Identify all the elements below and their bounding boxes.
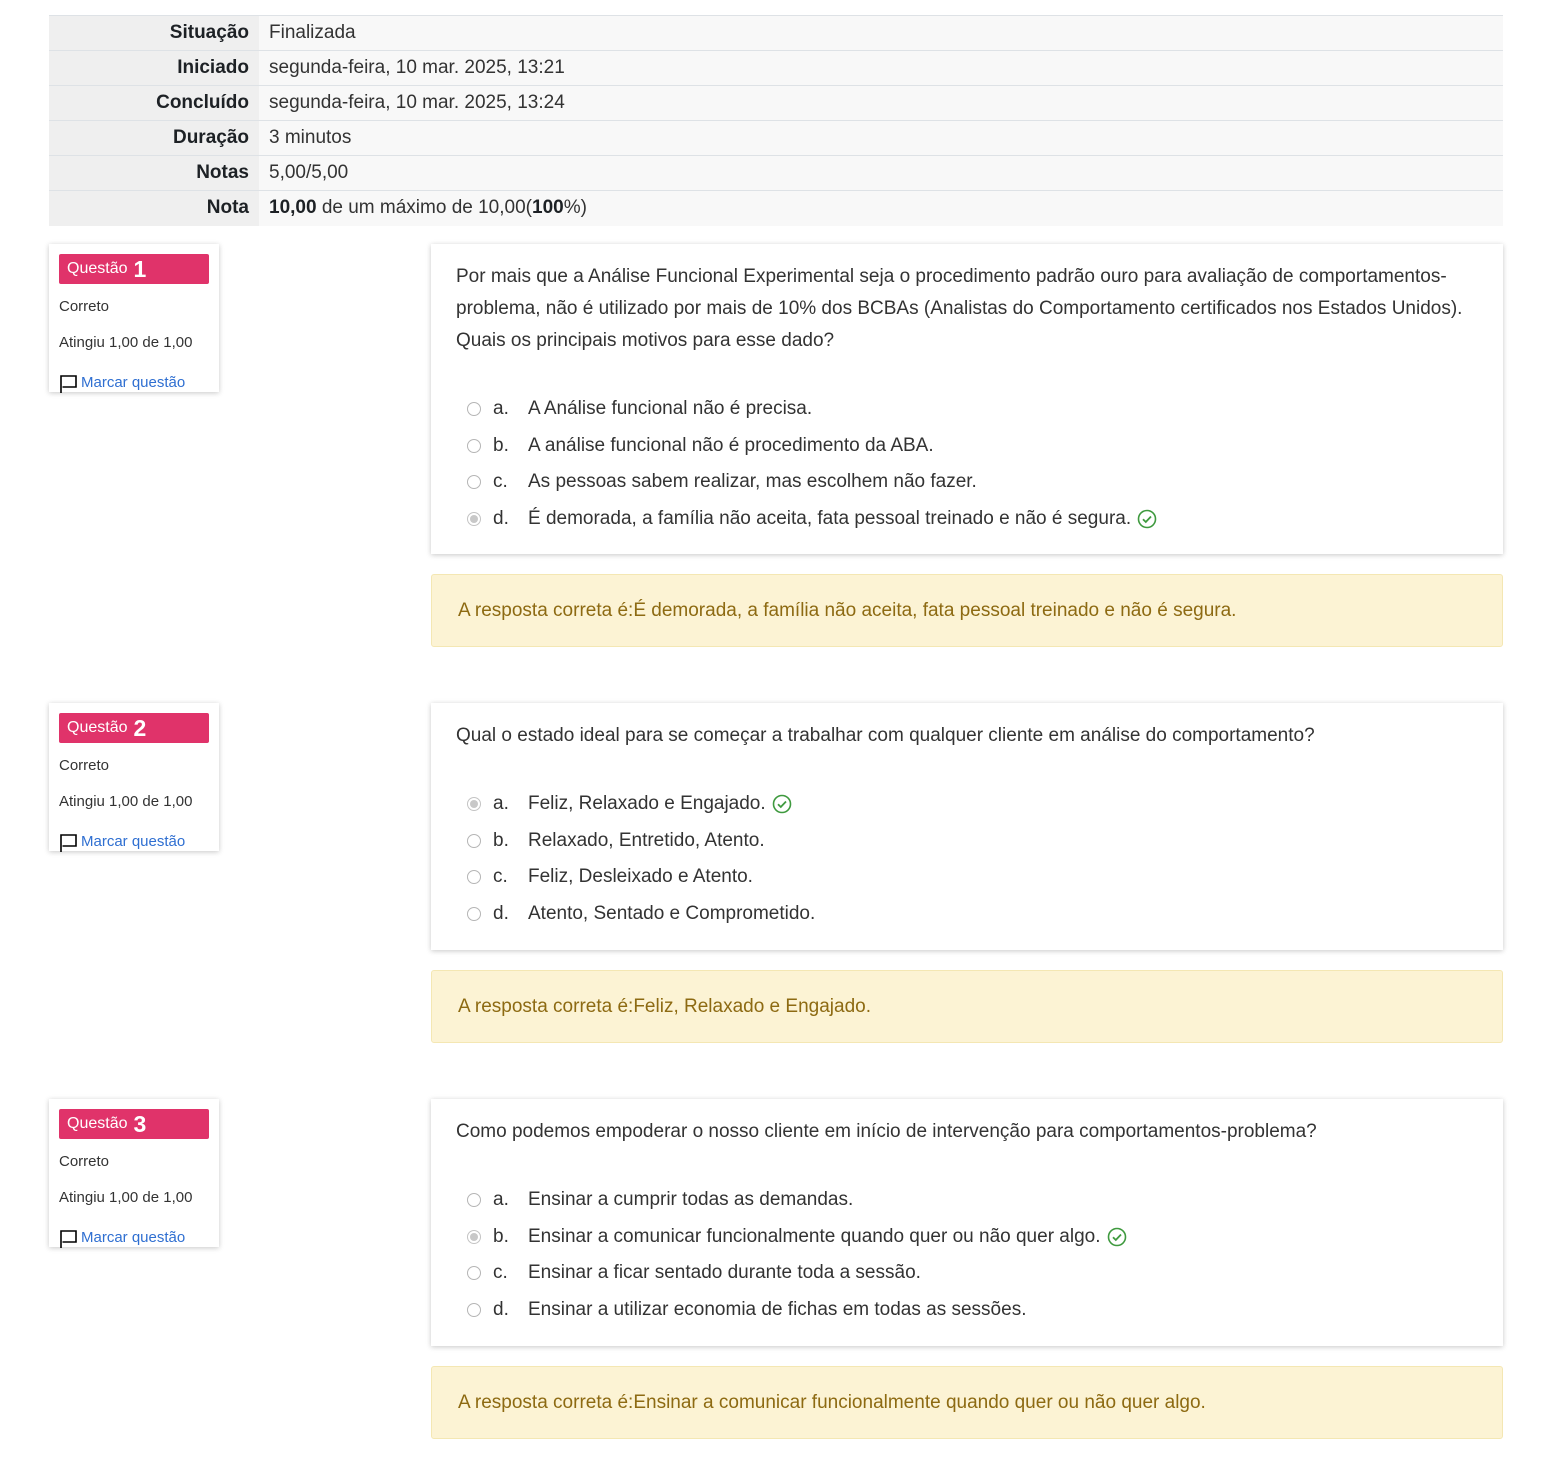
radio-button-selected[interactable] <box>467 512 481 526</box>
question-text: Qual o estado ideal para se começar a trabalhar com qualquer cliente em análise do comportamento? <box>456 725 1315 746</box>
answer-text: As pessoas sabem realizar, mas escolhem não fazer. <box>528 471 977 493</box>
answer-option-d[interactable] <box>456 501 1478 538</box>
answer-text: Ensinar a cumprir todas as demandas. <box>528 1189 854 1211</box>
feedback-prefix: A resposta correta é: <box>458 995 634 1017</box>
summary-value: segunda-feira, 10 mar. 2025, 13:24 <box>259 86 1503 121</box>
feedback-prefix: A resposta correta é: <box>458 599 634 621</box>
correct-check-icon <box>1107 1227 1127 1247</box>
answer-option-a[interactable] <box>456 786 1478 823</box>
answer-letter: a. <box>493 398 509 420</box>
question-info-3 <box>49 1099 219 1247</box>
question-state: Correto <box>59 1153 110 1170</box>
flag-label[interactable]: Marcar questão <box>81 1228 186 1246</box>
answer-letter: a. <box>493 793 509 815</box>
correct-answer-feedback-1 <box>431 574 1503 647</box>
question-state: Correto <box>59 757 110 774</box>
correct-answer-feedback-2 <box>431 970 1503 1043</box>
summary-label: Situação <box>49 16 259 51</box>
summary-row-completed <box>49 86 1503 121</box>
question-grade: Atingiu 1,00 de 1,00 <box>59 793 193 810</box>
question-info-2 <box>49 703 219 851</box>
question-card-1 <box>431 244 1503 554</box>
answer-option-c[interactable] <box>456 1255 1478 1292</box>
summary-row-state <box>49 16 1503 51</box>
answer-letter: c. <box>493 1262 508 1284</box>
radio-button[interactable] <box>467 834 481 848</box>
answer-list <box>456 1182 1478 1328</box>
radio-button[interactable] <box>467 1266 481 1280</box>
summary-value: segunda-feira, 10 mar. 2025, 13:21 <box>259 51 1503 86</box>
answer-text: A Análise funcional não é precisa. <box>528 398 813 420</box>
summary-value: Finalizada <box>259 16 1503 51</box>
question-number: 3 <box>133 1110 147 1137</box>
radio-button[interactable] <box>467 402 481 416</box>
question-label: Questão <box>67 719 128 736</box>
answer-option-c[interactable] <box>456 464 1478 501</box>
answer-text: Ensinar a utilizar economia de fichas em todas as sessões. <box>528 1298 1027 1320</box>
feedback-answer: É demorada, a família não aceita, fata pessoal treinado e não é segura. <box>633 599 1237 621</box>
summary-label: Nota <box>49 191 259 226</box>
answer-letter: a. <box>493 1189 509 1211</box>
grade-suffix: %) <box>563 197 587 219</box>
summary-row-duration <box>49 121 1503 156</box>
grade-score: 10,00 <box>269 197 317 219</box>
answer-list <box>456 786 1478 932</box>
answer-text: É demorada, a família não aceita, fata pessoal treinado e não é segura. <box>528 507 1132 529</box>
question-text: Como podemos empoderar o nosso cliente em início de intervenção para comportamentos-problema? <box>456 1121 1317 1142</box>
question-number: 2 <box>133 714 147 741</box>
flag-label[interactable]: Marcar questão <box>81 832 186 850</box>
attempt-summary-table <box>49 15 1503 226</box>
question-info-1 <box>49 244 219 392</box>
flag-icon <box>59 1229 79 1249</box>
radio-button-selected[interactable] <box>467 1230 481 1244</box>
summary-label: Concluído <box>49 86 259 121</box>
flag-question-link[interactable] <box>59 370 185 394</box>
answer-option-d[interactable] <box>456 1292 1478 1329</box>
question-badge <box>59 713 209 743</box>
answer-option-b[interactable] <box>456 428 1478 465</box>
radio-button-selected[interactable] <box>467 797 481 811</box>
answer-option-a[interactable] <box>456 1182 1478 1219</box>
summary-row-marks <box>49 156 1503 191</box>
summary-row-grade <box>49 191 1503 226</box>
summary-row-started <box>49 51 1503 86</box>
answer-list <box>456 391 1478 537</box>
grade-percent: 100 <box>532 197 564 219</box>
answer-letter: d. <box>493 1298 509 1320</box>
answer-text: Feliz, Desleixado e Atento. <box>528 866 753 888</box>
radio-button[interactable] <box>467 907 481 921</box>
question-grade: Atingiu 1,00 de 1,00 <box>59 1189 193 1206</box>
question-card-3 <box>431 1099 1503 1346</box>
radio-button[interactable] <box>467 870 481 884</box>
flag-label[interactable]: Marcar questão <box>81 373 186 391</box>
summary-value <box>259 191 1503 226</box>
feedback-prefix: A resposta correta é: <box>458 1391 634 1413</box>
summary-label: Notas <box>49 156 259 191</box>
answer-text: Atento, Sentado e Comprometido. <box>528 902 816 924</box>
question-card-2 <box>431 703 1503 950</box>
answer-option-a[interactable] <box>456 391 1478 428</box>
feedback-answer: Feliz, Relaxado e Engajado. <box>633 995 871 1017</box>
answer-text: Relaxado, Entretido, Atento. <box>528 829 765 851</box>
answer-letter: c. <box>493 866 508 888</box>
question-state: Correto <box>59 298 110 315</box>
answer-option-c[interactable] <box>456 859 1478 896</box>
radio-button[interactable] <box>467 439 481 453</box>
answer-letter: d. <box>493 902 509 924</box>
question-text: Por mais que a Análise Funcional Experimental seja o procedimento padrão ouro para avaliação de comportamentos-problema, não é utilizado por mais de 10% dos BCBAs (Analistas do Comportamento certificados nos Estados Unidos). Quais os principais motivos para esse dado? <box>456 266 1463 351</box>
summary-value: 3 minutos <box>259 121 1503 156</box>
question-label: Questão <box>67 260 128 277</box>
question-badge <box>59 254 209 284</box>
answer-option-d[interactable] <box>456 896 1478 933</box>
answer-text: Ensinar a comunicar funcionalmente quando quer ou não quer algo. <box>528 1225 1101 1247</box>
correct-answer-feedback-3 <box>431 1366 1503 1439</box>
answer-letter: b. <box>493 434 509 456</box>
question-grade: Atingiu 1,00 de 1,00 <box>59 334 193 351</box>
answer-letter: d. <box>493 507 509 529</box>
answer-option-b[interactable] <box>456 823 1478 860</box>
flag-question-link[interactable] <box>59 829 185 853</box>
radio-button[interactable] <box>467 475 481 489</box>
feedback-answer: Ensinar a comunicar funcionalmente quando quer ou não quer algo. <box>633 1391 1206 1413</box>
question-badge <box>59 1109 209 1139</box>
answer-letter: b. <box>493 1225 509 1247</box>
radio-button[interactable] <box>467 1193 481 1207</box>
question-number: 1 <box>133 255 147 282</box>
correct-check-icon <box>772 794 792 814</box>
correct-check-icon <box>1137 509 1157 529</box>
summary-label: Iniciado <box>49 51 259 86</box>
answer-text: A análise funcional não é procedimento da ABA. <box>528 434 934 456</box>
flag-question-link[interactable] <box>59 1225 185 1249</box>
answer-option-b[interactable] <box>456 1219 1478 1256</box>
answer-text: Feliz, Relaxado e Engajado. <box>528 793 766 815</box>
grade-middle: de um máximo de 10,00( <box>316 197 532 219</box>
flag-icon <box>59 833 79 853</box>
summary-value: 5,00/5,00 <box>259 156 1503 191</box>
answer-text: Ensinar a ficar sentado durante toda a sessão. <box>528 1262 921 1284</box>
flag-icon <box>59 374 79 394</box>
radio-button[interactable] <box>467 1303 481 1317</box>
answer-letter: c. <box>493 471 508 493</box>
answer-letter: b. <box>493 829 509 851</box>
summary-label: Duração <box>49 121 259 156</box>
question-label: Questão <box>67 1115 128 1132</box>
